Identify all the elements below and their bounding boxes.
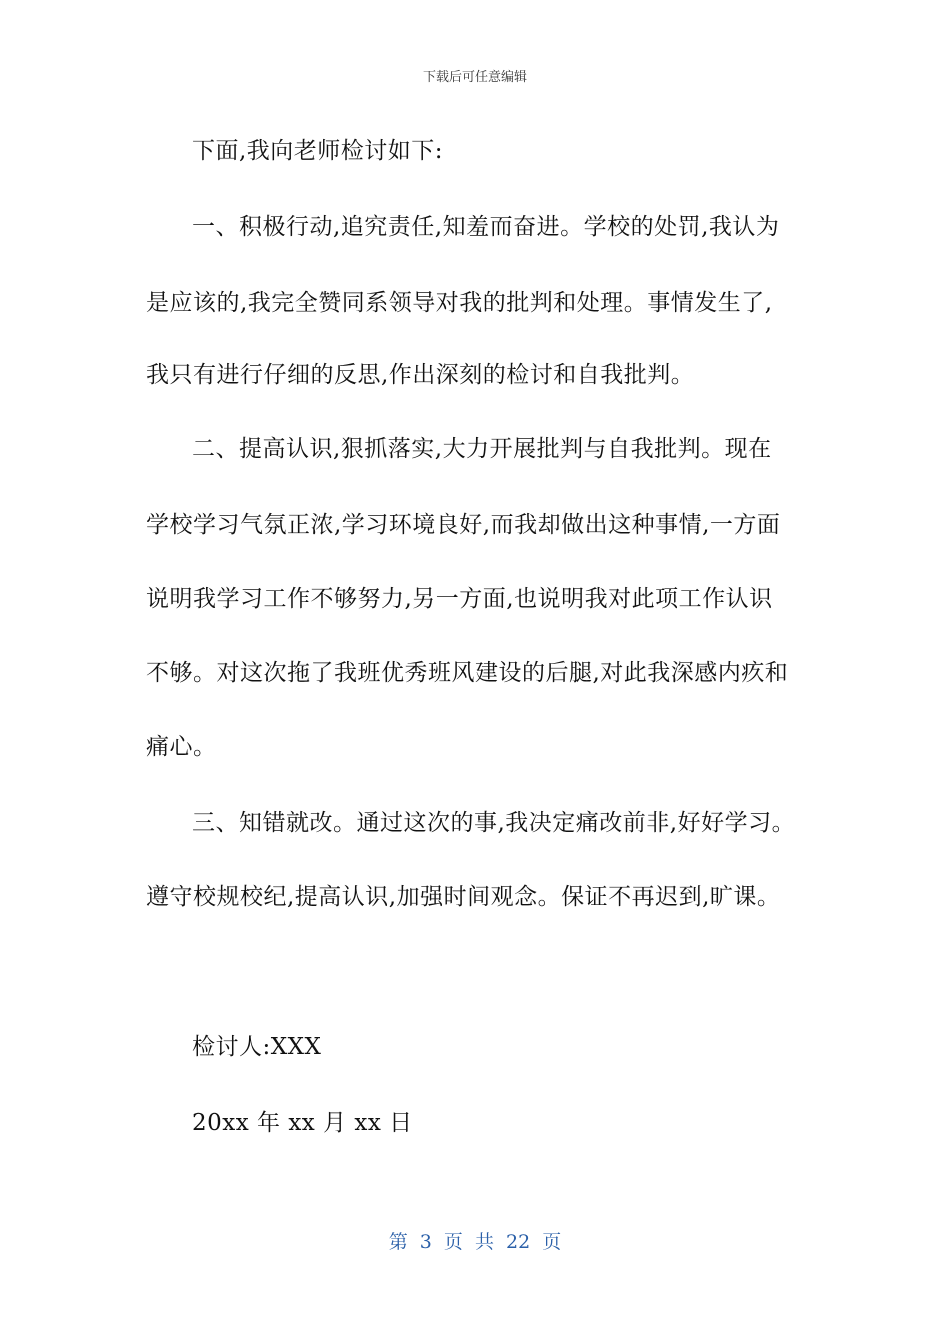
- text-line-11: 遵守校规校纪,提高认识,加强时间观念。保证不再迟到,旷课。: [146, 884, 781, 910]
- text-line-7: 说明我学习工作不够努力,另一方面,也说明我对此项工作认识: [146, 586, 773, 612]
- signature-date: 20xx 年 xx 月 xx 日: [192, 1110, 413, 1136]
- text-line-4: 我只有进行仔细的反思,作出深刻的检讨和自我批判。: [146, 362, 695, 388]
- text-line-5: 二、提高认识,狠抓落实,大力开展批判与自我批判。现在: [192, 436, 772, 462]
- text-line-8: 不够。对这次拖了我班优秀班风建设的后腿,对此我深感内疚和: [146, 660, 789, 686]
- page-header: 下载后可任意编辑: [422, 70, 527, 85]
- text-line-1: 下面,我向老师检讨如下:: [192, 138, 444, 164]
- text-line-6: 学校学习气氛正浓,学习环境良好,而我却做出这种事情,一方面: [146, 512, 781, 538]
- text-line-9: 痛心。: [146, 734, 217, 760]
- page-number-footer: 第 3 页 共 22 页: [388, 1231, 562, 1253]
- text-line-10: 三、知错就改。通过这次的事,我决定痛改前非,好好学习。: [192, 810, 796, 836]
- text-line-3: 是应该的,我完全赞同系领导对我的批判和处理。事情发生了,: [146, 290, 773, 316]
- signature-author: 检讨人:XXX: [192, 1034, 322, 1060]
- text-line-2: 一、积极行动,追究责任,知羞而奋进。学校的处罚,我认为: [192, 214, 780, 240]
